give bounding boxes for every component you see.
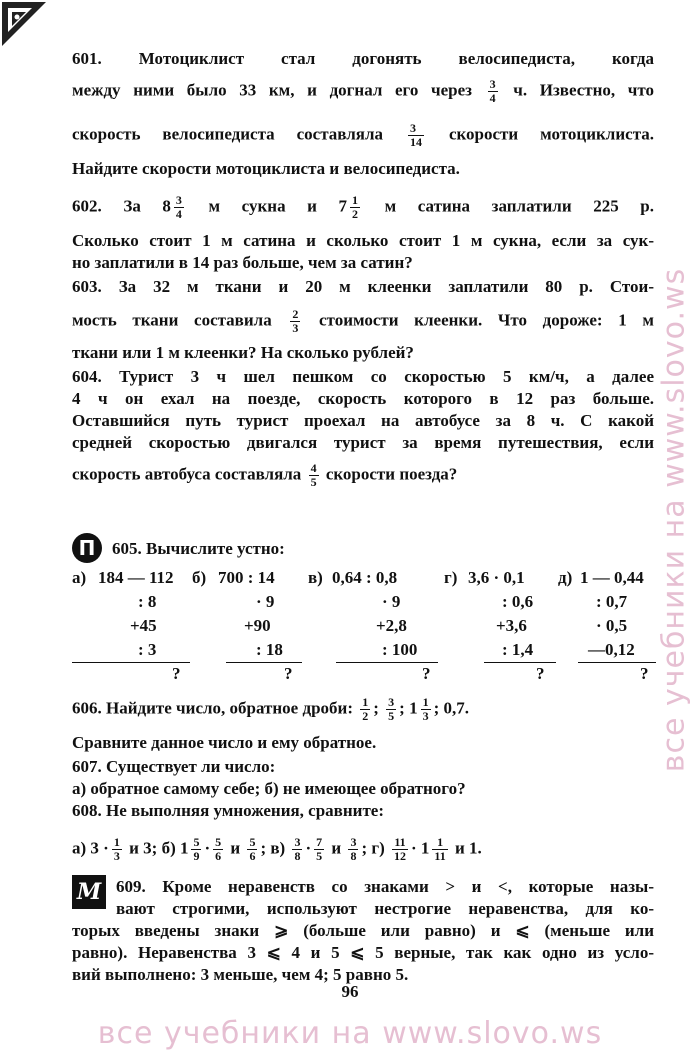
problem-609-line-1 [116,876,654,898]
problem-number: 607. [72,757,102,776]
problem-601-line-1 [72,48,654,70]
denominator: 5 [388,709,395,723]
text: и [331,838,342,858]
problem-604-line-4: средней скоростью двигался турист за время путешествия, если [72,433,654,452]
text: Существует ли число: [106,757,276,776]
problem-number: 608. [72,801,102,820]
chain-letter: г) [444,568,458,587]
chain-answer: ? [284,664,293,683]
problem-602-line-1 [72,194,654,221]
denominator: 3 [292,321,299,335]
numerator: 3 [294,835,301,849]
chain-letter: в) [308,568,323,587]
numerator: 5 [249,835,256,849]
chain-row: : 0,7 [596,592,628,611]
corner-ornament-icon [2,2,46,46]
chain-rule [578,662,656,663]
chain-answer: ? [172,664,181,683]
problem-601-line-3 [72,122,654,149]
chain-letter: б) [192,568,207,587]
text: б) 1 [161,838,189,858]
fraction [247,836,257,863]
chain-answer: ? [536,664,545,683]
numerator: 2 [292,307,299,321]
chain-row: 0,64 : 0,8 [332,568,398,587]
chain-row: · 0,5 [596,616,628,635]
text: Не выполняя умножения, сравните: [106,801,385,820]
numerator: 1 [352,193,359,207]
denominator: 9 [193,849,200,863]
fraction [360,696,370,723]
problem-number: 603. [72,277,102,296]
problem-number: 601. [72,49,102,68]
side-watermark [650,130,698,910]
chain-answer: ? [422,664,431,683]
fraction [386,696,396,723]
text: скорость велосипедиста составляла [72,124,383,144]
text: и 3; [129,838,158,858]
chain-answer: ? [640,664,649,683]
fraction [488,78,498,105]
problem-604-line-3: Оставшийся путь турист проехал на автобусе за 8 ч. С какой [72,411,654,430]
text: м сукна и 7 [208,196,348,216]
fraction [350,194,360,221]
math-language-badge-icon: M [72,875,106,909]
chain-row: : 1,4 [502,640,534,659]
bottom-watermark: все учебники на www.slovo.ws [97,1016,603,1051]
text: скорость автобуса составляла [72,464,302,484]
text: г) [371,838,385,858]
numerator: 1 [113,835,120,849]
chain-g [444,568,554,688]
denominator: 3 [422,709,429,723]
fraction [309,462,319,489]
chain-row: 1 — 0,44 [580,568,644,587]
problem-601-line-2 [72,78,654,105]
denominator: 2 [362,709,369,723]
problem-609-line-5: вий выполнено: 3 меньше, чем 4; 5 равно 5. [72,965,409,984]
problem-605-heading [112,538,512,560]
chain-row: 700 : 14 [218,568,275,587]
problem-602-line-3: но заплатили в 14 раз больше, чем за сатин? [72,253,413,272]
oral-exercise-badge-icon: П [72,533,102,563]
denominator: 2 [352,207,359,221]
text: · 1 [411,838,430,858]
chain-row: · 9 [382,592,401,611]
denominator: 8 [350,849,357,863]
fraction [290,308,300,335]
fraction [421,696,431,723]
text: а) 3 · [72,838,109,858]
text: Мотоциклист стал догонять велосипедиста, когда [138,49,655,68]
chain-rule [336,662,438,663]
problem-number: 604. [72,367,102,386]
denominator: 11 [434,849,446,863]
denominator: 6 [249,849,256,863]
fraction [191,836,201,863]
numerator: 7 [316,835,323,849]
problem-607-line-1 [72,756,654,778]
text: стоимости клеенки. Что дороже: 1 м [319,310,654,330]
fraction [408,122,424,149]
fraction [314,836,324,863]
problem-603-line-3: ткани или 1 м клеенки? На сколько рублей? [72,343,414,362]
text: Вычислите устно: [146,539,285,558]
chain-row: +3,6 [496,616,527,635]
text: Найдите число, обратное дроби: [106,698,353,718]
chain-row: : 3 [138,640,157,659]
text: 1 [409,698,418,718]
numerator: 5 [193,835,200,849]
chain-row: 3,6 · 0,1 [468,568,525,587]
numerator: 3 [489,77,496,91]
problem-606-line-1: 606. Найдите число, обратное дроби: $\frac{1}{2}$ ; $\frac{3}{5}$ ; 1 $\frac{1}{3}$ ; 0,7. [72,695,470,723]
problem-608-line-1 [72,800,654,822]
chain-row: : 8 [138,592,157,611]
problem-609-line-3: торых введены знаки ⩾ (больше или равно) и ⩽ (меньше или [72,921,654,940]
watermark-text: все учебники на www.slovo.ws [656,267,692,773]
numerator: 1 [422,695,429,709]
numerator: 3 [350,835,357,849]
numerator: 11 [392,836,408,850]
chain-row: 184 — 112 [98,568,174,587]
fraction [112,836,122,863]
problem-608-line-2: а) 3 · $\frac{1}{3}$ и 3; б) 1 $\frac{5}{9}$ · $\frac{5}{6}$ и $\frac{5}{6}$ ; в) $\frac{3}{8}$ · $\frac{7}{5}$ и $\frac{3}{8}$ ; г) $\frac{11}{12}$ · 1 $\frac{1}{11}$ и 1. [72,835,482,863]
fraction [174,194,184,221]
problem-603-line-1 [72,276,654,298]
denominator: 5 [316,849,323,863]
text: скорости поезда? [325,464,458,484]
chain-row: +45 [130,616,157,635]
fraction [213,836,223,863]
chain-v [308,568,438,688]
chain-b [192,568,302,688]
numerator: 1 [362,695,369,709]
fraction [348,836,358,863]
chain-row: +2,8 [376,616,407,635]
problem-603-line-2 [72,308,654,335]
chain-rule [72,662,190,663]
numerator: 3 [175,193,182,207]
problem-number: 605. [112,539,142,558]
denominator: 3 [113,849,120,863]
problem-606-line-2: Сравните данное число и ему обратное. [72,733,377,752]
denominator: 5 [310,475,317,489]
numerator: 3 [388,695,395,709]
text: мость ткани составила [72,310,272,330]
chain-row: : 18 [256,640,283,659]
denominator: 6 [215,849,222,863]
chain-row: : 0,6 [502,592,534,611]
chain-a [72,568,192,688]
chain-row: —0,12 [588,640,635,659]
text: в) [270,838,286,858]
problem-602-line-2: Сколько стоит 1 м сатина и сколько стоит 1 м сукна, если за сук- [72,231,654,250]
problem-number: 606. [72,698,102,718]
problem-609-line-4: равно). Неравенства 3 ⩽ 4 и 5 ⩽ 5 верные, так как одно из усло- [72,943,654,962]
fraction [392,836,408,863]
numerator: 4 [310,461,317,475]
denominator: 4 [175,207,182,221]
text: 0,7. [443,698,470,718]
chain-row: +90 [244,616,271,635]
text: скорости мотоциклиста. [448,124,654,144]
text: За 8 [123,196,171,216]
chain-rule [484,662,556,663]
text: и [230,838,241,858]
numerator: 3 [408,122,424,136]
numerator: 5 [215,835,222,849]
text: между ними было 33 км, и догнал его через [72,80,472,100]
problem-604-line-1 [72,366,654,388]
problem-607-line-2: а) обратное самому себе; б) не имеющее обратного? [72,779,466,798]
problem-604-line-2: 4 ч он ехал на поезде, скорость которого в 12 раз больше. [72,389,654,408]
chain-letter: а) [72,568,87,587]
problem-609-line-2: вают строгими, используют нестрогие неравенства, для ко- [116,899,654,918]
fraction [292,836,302,863]
denominator: 14 [409,135,422,149]
text: и 1. [455,838,482,858]
text: За 32 м ткани и 20 м клеенки заплатили 80 р. Стои- [118,277,655,296]
text: м сатина заплатили 225 р. [384,196,655,216]
calculation-chains [72,568,662,688]
denominator: 8 [294,849,301,863]
numerator: 1 [432,836,447,850]
denominator: 4 [489,91,496,105]
problem-604-line-5 [72,462,654,489]
problem-601-line-4: Найдите скорости мотоциклиста и велосипедиста. [72,159,460,178]
problem-number: 602. [72,196,102,216]
chain-d [558,568,658,688]
text: Кроме неравенств со знаками > и <, которые назы- [162,877,654,896]
chain-letter: д) [558,568,573,587]
fraction [432,836,447,863]
chain-rule [226,662,302,663]
text: Турист 3 ч шел пешком со скоростью 5 км/ч, а далее [119,367,655,386]
text: ч. Известно, что [513,80,655,100]
denominator: 12 [394,849,406,863]
chain-row: : 100 [382,640,418,659]
problem-number: 609. [116,877,146,896]
page-number: 96 [341,982,359,1001]
chain-row: · 9 [256,592,275,611]
